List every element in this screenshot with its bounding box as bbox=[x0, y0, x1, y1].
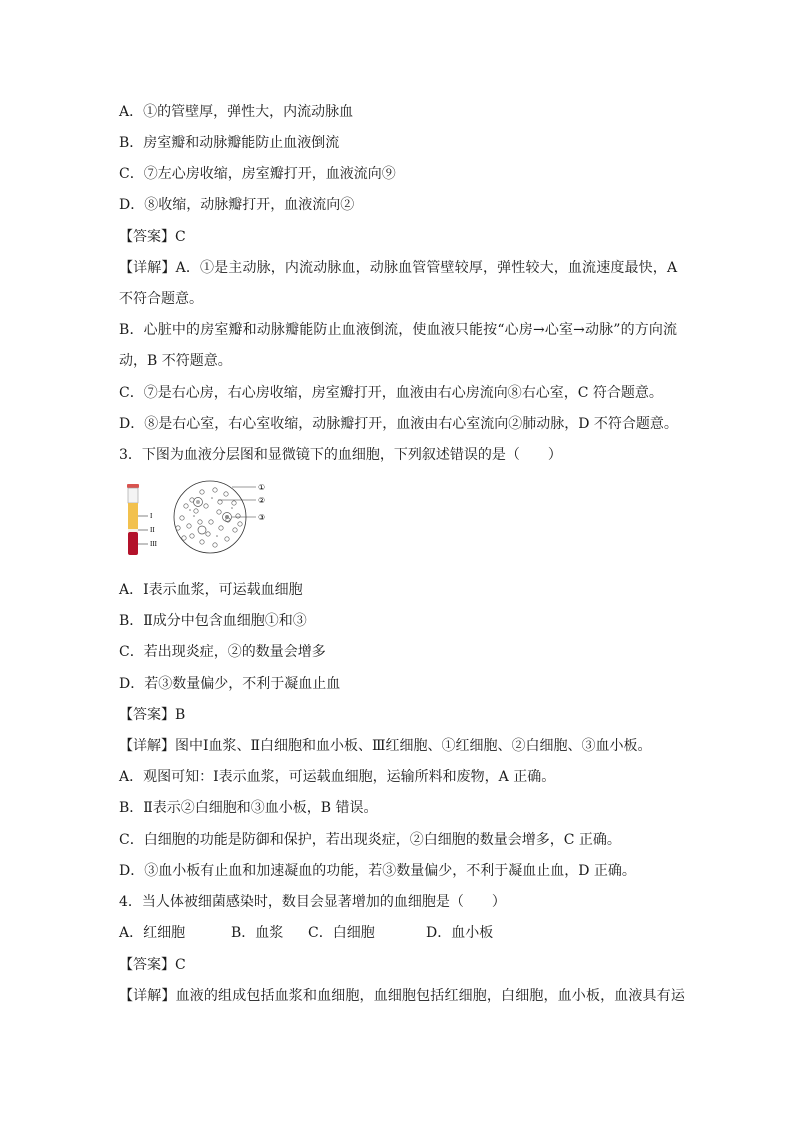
question-4: 4．当人体被细菌感染时，数目会显著增加的血细胞是（ ） bbox=[119, 894, 506, 910]
option-a: A．Ⅰ表示血浆，可运载血细胞 bbox=[119, 582, 303, 598]
option-a: A．①的管壁厚，弹性大，内流动脉血 bbox=[119, 104, 354, 120]
option-d: D．若③数量偏少，不利于凝血止血 bbox=[119, 676, 341, 692]
circle-label-2: ② bbox=[258, 496, 266, 505]
blood-diagram bbox=[122, 478, 282, 560]
answer-label: 【答案】B bbox=[119, 707, 186, 723]
explanation-line: 动，B 不符题意。 bbox=[119, 353, 232, 369]
question-4-options bbox=[119, 923, 493, 943]
question-3: 3．下图为血液分层图和显微镜下的血细胞，下列叙述错误的是（ ） bbox=[119, 447, 562, 463]
option-d: D．血小板 bbox=[426, 925, 494, 941]
option-a: A．红细胞 bbox=[119, 925, 186, 941]
option-c: C．若出现炎症，②的数量会增多 bbox=[119, 644, 326, 660]
explanation-line: D．⑧是右心室，右心室收缩，动脉瓣打开，血液由右心室流向②肺动脉，D 不符合题意。 bbox=[119, 416, 678, 432]
explanation-line: 不符合题意。 bbox=[119, 291, 203, 307]
test-tube bbox=[127, 484, 158, 555]
explanation-line: B．Ⅱ表示②白细胞和③血小板，B 错误。 bbox=[119, 800, 378, 816]
option-b: B．房室瓣和动脉瓣能防止血液倒流 bbox=[119, 135, 340, 151]
tube-label-i: I bbox=[150, 512, 153, 520]
answer-label: 【答案】C bbox=[119, 229, 186, 245]
explanation-line: C．白细胞的功能是防御和保护，若出现炎症，②白细胞的数量会增多，C 正确。 bbox=[119, 832, 621, 848]
explanation-line: 【详解】A．①是主动脉，内流动脉血，动脉血管管壁较厚，弹性较大，血流速度最快，A bbox=[119, 260, 678, 276]
tube-label-ii: II bbox=[150, 526, 155, 534]
microscope-view bbox=[174, 481, 265, 553]
tube-cap bbox=[127, 484, 139, 488]
option-d: D．⑧收缩，动脉瓣打开，血液流向② bbox=[119, 197, 355, 213]
option-c: C．⑦左心房收缩，房室瓣打开，血液流向⑨ bbox=[119, 166, 396, 182]
rbc-layer bbox=[128, 532, 138, 555]
answer-label: 【答案】C bbox=[119, 957, 186, 973]
option-c: C．白细胞 bbox=[308, 925, 375, 941]
tube-top bbox=[128, 488, 138, 503]
explanation-line: 【详解】血液的组成包括血浆和血细胞，血细胞包括红细胞，白细胞，血小板，血液具有运 bbox=[119, 988, 685, 1004]
circle-label-1: ① bbox=[258, 483, 266, 492]
plasma-layer bbox=[128, 503, 138, 529]
option-b: B．血浆 bbox=[231, 925, 284, 941]
explanation-line: 【详解】图中Ⅰ血浆、Ⅱ白细胞和血小板、Ⅲ红细胞、①红细胞、②白细胞、③血小板。 bbox=[119, 738, 652, 754]
circle-label-3: ③ bbox=[258, 513, 266, 522]
explanation-line: A．观图可知：Ⅰ表示血浆，可运载血细胞，运输所料和废物，A 正确。 bbox=[119, 769, 556, 785]
explanation-line: B．心脏中的房室瓣和动脉瓣能防止血液倒流，使血液只能按“心房→心室→动脉”的方向流 bbox=[119, 322, 678, 338]
option-b: B．Ⅱ成分中包含血细胞①和③ bbox=[119, 613, 307, 629]
explanation-line: C．⑦是右心房，右心房收缩，房室瓣打开，血液由右心房流向⑧右心室，C 符合题意。 bbox=[119, 385, 663, 401]
explanation-line: D．③血小板有止血和加速凝血的功能，若③数量偏少，不利于凝血止血，D 正确。 bbox=[119, 863, 636, 879]
blood-figure bbox=[122, 478, 282, 560]
tube-label-iii: III bbox=[150, 540, 157, 548]
buffy-layer bbox=[128, 529, 138, 532]
